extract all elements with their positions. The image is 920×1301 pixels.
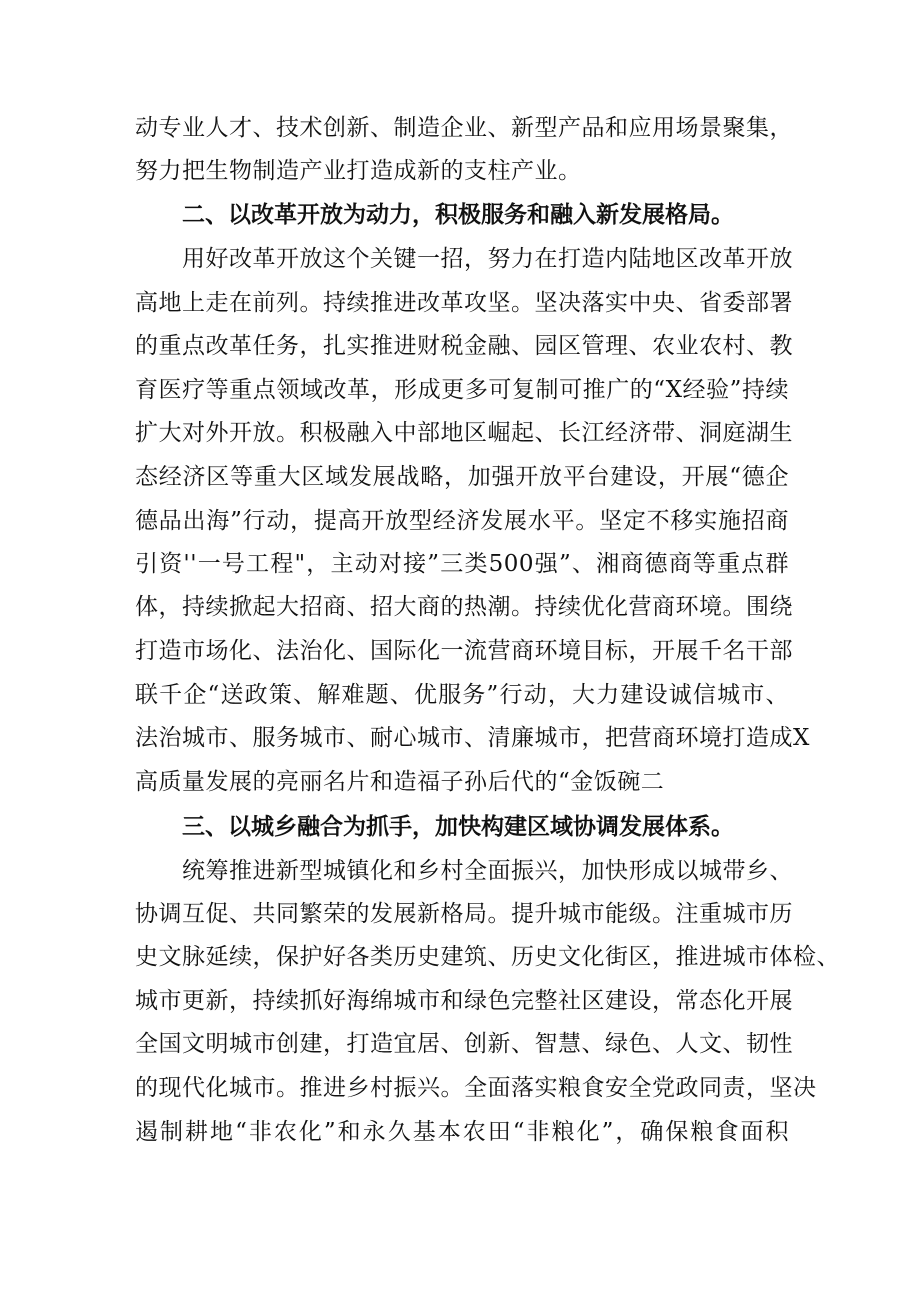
body-line: 高地上走在前列。持续推进改革攻坚。坚决落实中央、省委部署 xyxy=(135,290,793,316)
section-heading: 二、以改革开放为动力，积极服务和融入新发展格局。 xyxy=(182,202,734,228)
body-line: 用好改革开放这个关键一招，努力在打造内陆地区改革开放 xyxy=(182,246,793,272)
body-line: 打造市场化、法治化、国际化一流营商环境目标，开展千名干部 xyxy=(135,638,793,664)
body-line: 高质量发展的亮丽名片和造福子孙后代的“金饭碗二 xyxy=(135,769,665,795)
body-line: 法治城市、服务城市、耐心城市、清廉城市，把营商环境打造成X xyxy=(135,725,810,751)
body-line: 的重点改革任务，扎实推进财税金融、园区管理、农业农村、教 xyxy=(135,333,793,359)
body-line: 联千企“送政策、解难题、优服务”行动，大力建设诚信城市、 xyxy=(135,682,789,708)
body-line: 引资''一号工程"，主动对接”三类500强”、湘商德商等重点群 xyxy=(135,551,789,577)
body-line: 统筹推进新型城镇化和乡村全面振兴，加快形成以城带乡、 xyxy=(182,858,793,884)
section-heading: 三、以城乡融合为抓手，加快构建区域协调发展体系。 xyxy=(182,814,734,840)
body-line: 态经济区等重大区域发展战略，加强开放平台建设，开展“德企 xyxy=(135,464,789,490)
body-line: 扩大对外开放。积极融入中部地区崛起、长江经济带、洞庭湖生 xyxy=(135,420,793,446)
body-line: 体，持续掀起大招商、招大商的热潮。持续优化营商环境。围绕 xyxy=(135,594,793,620)
body-line: 史文脉延续，保护好各类历史建筑、历史文化街区，推进城市体检、 xyxy=(135,944,840,970)
body-line: 德品出海”行动，提高开放型经济发展水平。坚定不移实施招商 xyxy=(135,508,789,534)
body-line: 努力把生物制造产业打造成新的支柱产业。 xyxy=(135,158,582,184)
body-line: 动专业人才、技术创新、制造企业、新型产品和应用场景聚集， xyxy=(135,115,793,141)
body-line: 的现代化城市。推进乡村振兴。全面落实粮食安全党政同责，坚决 xyxy=(135,1075,817,1101)
body-line: 全国文明城市创建，打造宜居、创新、智慧、绿色、人文、韧性 xyxy=(135,1031,793,1057)
body-line: 育医疗等重点领域改革，形成更多可复制可推广的“X经验”持续 xyxy=(135,377,789,403)
body-line: 协调互促、共同繁荣的发展新格局。提升城市能级。注重城市历 xyxy=(135,901,793,927)
body-line: 城市更新，持续抓好海绵城市和绿色完整社区建设，常态化开展 xyxy=(135,988,793,1014)
body-line: 遏制耕地“非农化”和永久基本农田“非粮化”，确保粮食面积 xyxy=(135,1119,789,1145)
